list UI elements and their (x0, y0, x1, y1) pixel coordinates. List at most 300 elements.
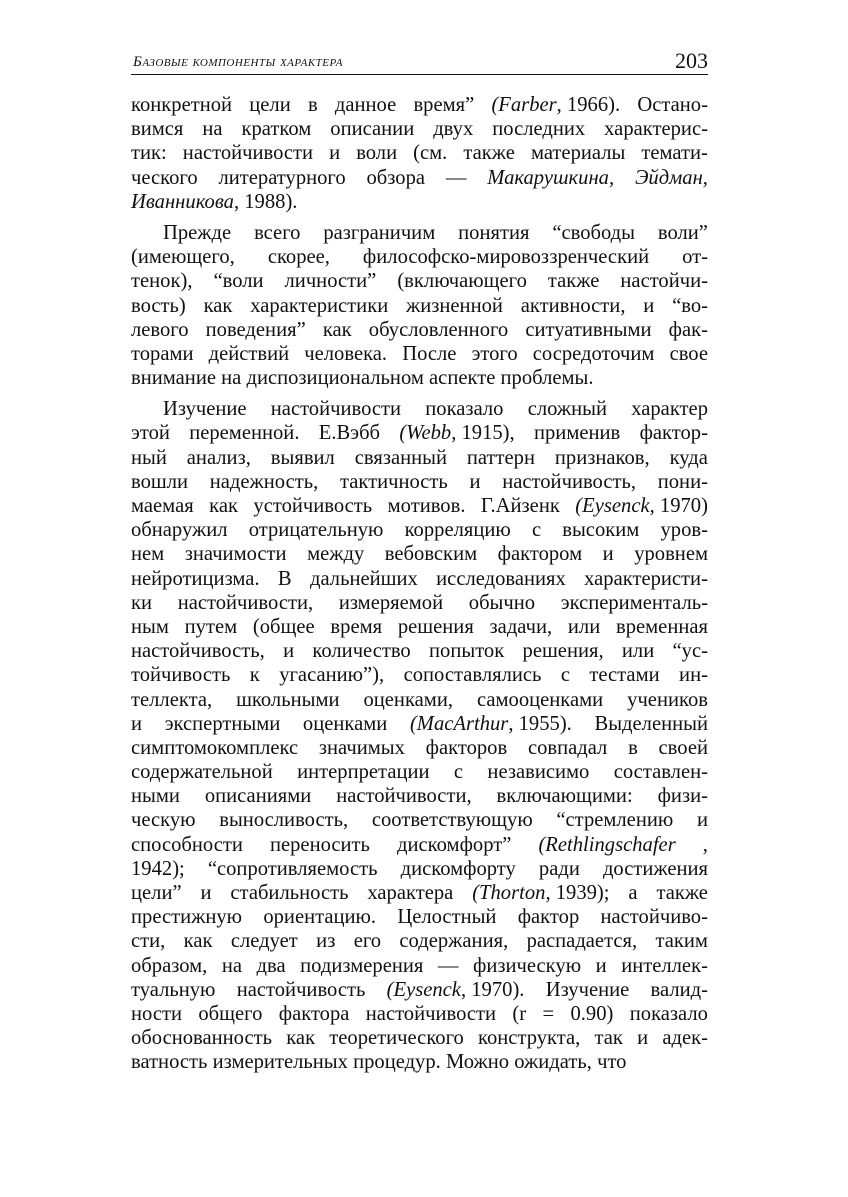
text-line (131, 857, 708, 881)
word (253, 615, 315, 639)
word (640, 421, 708, 445)
word (285, 269, 377, 293)
word-part: высоким (562, 519, 640, 542)
word (446, 166, 467, 190)
text-line (131, 736, 708, 760)
word (131, 978, 215, 1002)
word (253, 494, 372, 518)
text-line (131, 639, 708, 663)
word-part: вошли (131, 470, 189, 493)
word (163, 221, 231, 245)
word-part: характеристи- (584, 567, 708, 590)
citation-author: (Webb (399, 422, 452, 445)
word-part: достижения (602, 857, 708, 880)
word-part: фактором (497, 543, 583, 566)
text-line (131, 518, 708, 542)
word (385, 542, 477, 566)
word-part: Выделенный (594, 712, 708, 735)
word-part: последних (492, 118, 586, 141)
word-part: , 1970) (649, 495, 708, 517)
word (543, 1002, 555, 1026)
word (433, 117, 473, 141)
word-part: действий (208, 342, 290, 365)
word (308, 93, 318, 117)
word-part: следует (230, 930, 298, 953)
word-part: этой (131, 422, 170, 445)
word (231, 929, 298, 953)
word-part: (r (512, 1002, 527, 1025)
word (307, 542, 364, 566)
word-part: левого (131, 318, 189, 341)
word (404, 663, 542, 687)
citation-author: (Eysenck (575, 495, 650, 517)
word (304, 342, 387, 366)
word (366, 1002, 496, 1026)
word (406, 294, 503, 318)
text-line (131, 166, 708, 190)
word-part: стабильность (230, 882, 349, 904)
word (354, 929, 381, 953)
text-line (131, 712, 708, 736)
word-part: 0.90) (570, 1002, 614, 1025)
word-part: ными (131, 785, 180, 808)
word (534, 421, 620, 445)
word-part: время” (413, 94, 475, 116)
word (637, 93, 708, 117)
word (473, 954, 581, 978)
word-part: способности (131, 833, 243, 856)
word-part: 1942); (131, 857, 185, 880)
word (616, 615, 708, 639)
citation-author: (Eysenck (386, 978, 461, 1001)
word (319, 736, 405, 760)
word-part: интерпретации (297, 761, 430, 784)
text-line (131, 929, 708, 953)
word-part: (см. (413, 142, 448, 165)
word-part: адек- (662, 1027, 708, 1050)
word (568, 615, 600, 639)
word-part: надежность, (209, 470, 319, 493)
word (230, 881, 348, 905)
word-part: В (277, 567, 292, 590)
word (621, 954, 708, 978)
citation-author: (Farber (491, 94, 557, 116)
word-part: и (595, 954, 607, 977)
word-part: , 1955). (508, 712, 572, 735)
page-header (131, 44, 708, 76)
word (514, 1050, 592, 1074)
word-part: активности, (520, 294, 626, 317)
text-line (131, 141, 708, 165)
word-part: настойчивости, (336, 785, 472, 808)
word (131, 494, 194, 518)
word-part: Целостный (397, 906, 497, 929)
word-part: вимся (131, 118, 184, 141)
word-part: интеллек- (621, 954, 708, 977)
word (399, 929, 508, 953)
word-part: (включающего (397, 270, 527, 293)
word-part: туальную (131, 978, 216, 1001)
word (271, 397, 401, 421)
word-part: между (307, 543, 365, 566)
word (206, 318, 306, 342)
word (131, 954, 207, 978)
word-part: настойчивость (236, 978, 366, 1001)
word (596, 954, 607, 978)
word (658, 470, 708, 494)
word-part: переносить (269, 833, 370, 856)
word (249, 518, 384, 542)
word (319, 421, 380, 445)
word-part: решения, (522, 640, 604, 663)
word-part: соответствующую (371, 809, 533, 832)
word-part: (общее (252, 615, 315, 638)
word-part: как (183, 930, 213, 953)
text-line (131, 881, 708, 905)
page-number: 203 (675, 48, 708, 73)
word-part: общего (198, 1002, 263, 1025)
word (323, 221, 435, 245)
word-part: образом, (131, 954, 208, 977)
word (497, 784, 633, 808)
word (187, 446, 251, 470)
word-part: процедур. (353, 1051, 441, 1074)
word (478, 1026, 580, 1050)
word-part: физи- (657, 785, 708, 808)
word-part: жизненной (406, 294, 503, 317)
word-part: воли” (657, 221, 708, 244)
word-part: обоснованность (131, 1027, 273, 1050)
word-part: теоретического (329, 1027, 464, 1050)
word-part: подизмерения (300, 954, 424, 977)
citation-author: Эйдман, (634, 166, 708, 189)
word (300, 954, 423, 978)
word (131, 881, 182, 905)
word (397, 905, 496, 929)
word (546, 978, 630, 1002)
text-line (131, 397, 708, 421)
word-part: материалы (530, 142, 626, 165)
word (533, 342, 655, 366)
word-part: содержания, (399, 930, 509, 953)
word-part: аспекте (429, 367, 496, 390)
word (330, 117, 414, 141)
word (279, 1002, 350, 1026)
word-part: , (702, 833, 708, 856)
word (372, 808, 533, 832)
word-part: что (597, 1051, 627, 1074)
word-part: факторов (425, 736, 508, 759)
word (263, 905, 376, 929)
word (651, 978, 708, 1002)
word (286, 1026, 315, 1050)
word-part: диспозициональном (246, 367, 424, 390)
word (472, 342, 518, 366)
text-line (131, 470, 708, 494)
word (355, 446, 447, 470)
citation-author: (MacArthur (409, 712, 509, 735)
word-part: как (286, 1027, 316, 1050)
word (185, 615, 238, 639)
text-line (131, 117, 708, 141)
word (454, 760, 463, 784)
word-part: этого (471, 342, 518, 365)
word (481, 494, 560, 518)
word-part: и (696, 809, 708, 832)
word (131, 760, 273, 784)
word (659, 736, 708, 760)
word (340, 470, 448, 494)
word (198, 1002, 262, 1026)
word-part: и (643, 294, 655, 317)
word-part: в (307, 94, 318, 116)
word (310, 567, 418, 591)
word (131, 294, 186, 318)
word (131, 245, 235, 269)
word (131, 712, 142, 736)
word (525, 318, 651, 342)
word-part: анализ, (186, 446, 251, 469)
word (184, 929, 213, 953)
word-part: понятия (458, 221, 530, 244)
word-part: конкретной (131, 94, 233, 116)
word (366, 166, 425, 190)
word (165, 712, 281, 736)
word-part: так (594, 1027, 623, 1050)
word (246, 366, 423, 390)
word-part: Остано- (637, 94, 708, 116)
word-part: учеников (627, 688, 708, 711)
word (512, 1002, 526, 1026)
word (594, 712, 708, 736)
word-part: два (256, 954, 286, 977)
word-part: = (542, 1002, 555, 1025)
word-part: вость) (131, 294, 186, 317)
word (658, 784, 708, 808)
text-line (131, 1050, 708, 1074)
word-part: самооценками (476, 688, 604, 711)
word (270, 833, 370, 857)
word (521, 294, 626, 318)
word (562, 518, 639, 542)
word-part: признаков, (554, 446, 650, 469)
word (131, 833, 243, 857)
paragraph (131, 397, 708, 1074)
word (670, 446, 708, 470)
text-line (131, 542, 708, 566)
word (208, 857, 378, 881)
word-part: тестами (589, 664, 660, 687)
word (131, 591, 152, 615)
word-part: время (330, 615, 383, 638)
word (620, 269, 708, 293)
word-part: настойчивость, (502, 470, 637, 493)
word-part: уровнем (634, 543, 708, 566)
word-part: составлен- (613, 761, 708, 784)
word (189, 421, 299, 445)
word-part: философско-мировоззренческий (362, 246, 650, 269)
word-part: куда (669, 446, 708, 469)
word (523, 639, 604, 663)
word (323, 318, 352, 342)
word (604, 117, 708, 141)
word-part: распадается, (526, 930, 638, 953)
word (131, 663, 230, 687)
word-part: оценками, (363, 688, 453, 711)
word-part: — (437, 954, 459, 977)
word (458, 221, 529, 245)
word (213, 269, 263, 293)
word (597, 1050, 626, 1074)
word (531, 141, 625, 165)
word-part: ности (131, 1002, 182, 1025)
word-part: тактичность (339, 470, 448, 493)
text-line (131, 688, 708, 712)
body-text (131, 93, 708, 1075)
text-line (131, 294, 708, 318)
word (336, 784, 471, 808)
word-part: сопоставлялись (403, 664, 542, 687)
word-part: своей (658, 736, 708, 759)
text-line (131, 190, 708, 214)
word-part: устойчивость (253, 495, 373, 517)
word (660, 518, 707, 542)
word-part: ный (131, 446, 167, 469)
word-part: выявил (270, 446, 335, 469)
word (283, 639, 294, 663)
word (202, 117, 222, 141)
text-line (131, 93, 708, 117)
word (528, 397, 607, 421)
word (410, 712, 572, 736)
word (131, 736, 298, 760)
word-part: описании (330, 118, 415, 141)
word-part: измеряемой (338, 591, 444, 614)
word-part: “стремлению (556, 809, 674, 832)
word (397, 833, 511, 857)
word-part: теллекта, (131, 688, 213, 711)
word (589, 663, 659, 687)
word (131, 166, 198, 190)
word (655, 929, 707, 953)
word (250, 294, 388, 318)
word-part: ватность (131, 1051, 208, 1074)
word-part: описаниями (204, 785, 312, 808)
word (209, 494, 238, 518)
word-part: количество (312, 640, 411, 663)
word-part: “во- (672, 294, 708, 317)
word (397, 269, 527, 293)
word (131, 269, 192, 293)
word-part: характер (631, 398, 708, 421)
word (131, 318, 189, 342)
word (469, 591, 535, 615)
word-part: и (637, 1027, 649, 1050)
text-line (131, 494, 708, 518)
word (477, 688, 603, 712)
word (658, 221, 708, 245)
text-line (131, 591, 708, 615)
text-line (131, 615, 708, 639)
word (356, 141, 397, 165)
word-part: сти, (131, 930, 166, 953)
word (131, 342, 194, 366)
word (131, 542, 164, 566)
citation-author: Иванникова (131, 190, 234, 213)
word-part: настойчивости (182, 142, 314, 165)
word-part: задачи, (489, 615, 553, 638)
word-part: значимых (318, 736, 405, 759)
word-part: всего (254, 221, 301, 244)
text-line (131, 784, 708, 808)
word-part: тенок), (131, 270, 193, 293)
word-part: эксперименталь- (560, 591, 708, 614)
word (595, 1026, 623, 1050)
word-part: Г.Айзенк (480, 495, 560, 517)
word (622, 639, 654, 663)
word (131, 421, 170, 445)
text-line (131, 221, 708, 245)
word (627, 688, 708, 712)
word (131, 366, 216, 390)
word (250, 663, 260, 687)
word-part: как (209, 495, 238, 517)
word (614, 760, 708, 784)
word-part: фактор (517, 906, 580, 929)
word (131, 688, 212, 712)
word (672, 294, 708, 318)
word (201, 881, 212, 905)
word (178, 591, 313, 615)
word (303, 712, 387, 736)
word (131, 446, 167, 470)
word (131, 141, 167, 165)
word (131, 190, 297, 214)
word-part: валид- (650, 978, 708, 1001)
word-part: как (203, 294, 233, 317)
word-part: сложный (527, 398, 607, 421)
word-part: исследованиях (436, 567, 566, 590)
word-part: настойчи- (620, 270, 708, 293)
word-part: отрицательную (248, 519, 384, 542)
word (426, 736, 508, 760)
word-part: данное (334, 94, 397, 116)
word-part: переменной. (189, 422, 300, 445)
word (131, 470, 188, 494)
word (218, 166, 345, 190)
word-part: обычно (468, 591, 536, 614)
word-part: решения (397, 615, 474, 638)
word-part: Изучение (163, 398, 247, 421)
word (219, 808, 348, 832)
word (271, 446, 335, 470)
word (131, 117, 183, 141)
text-line (131, 421, 708, 445)
word-part: Можно (445, 1051, 510, 1074)
word-part: дискомфорту (400, 857, 516, 880)
word-part: корреляцию (404, 519, 511, 542)
word-part: сосредоточим (532, 342, 655, 365)
word-part: обзора (366, 166, 426, 189)
word (570, 1002, 613, 1026)
word (679, 663, 708, 687)
word-part: значимости (184, 543, 287, 566)
paragraph (131, 221, 708, 390)
word (221, 366, 241, 390)
word (635, 166, 708, 190)
word-part: внимание (131, 367, 216, 390)
word (339, 591, 443, 615)
